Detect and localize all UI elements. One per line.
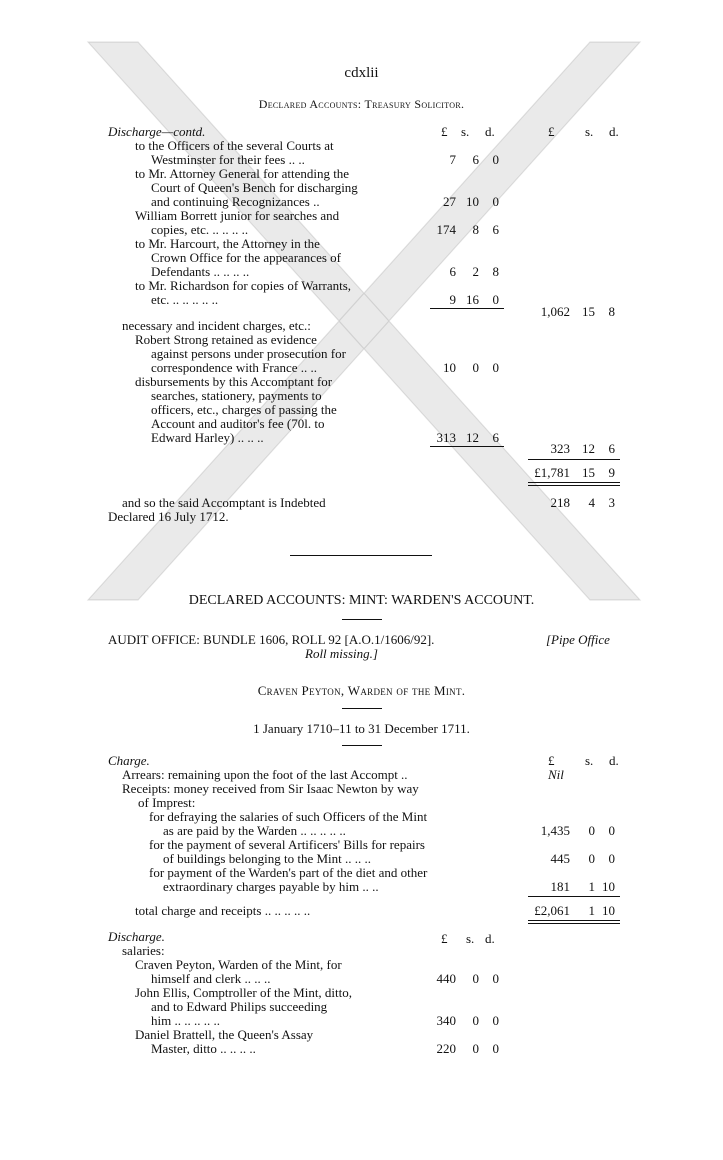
entry-line: to the Officers of the several Courts at	[135, 138, 334, 153]
amount-shillings: 6	[472, 152, 479, 167]
amount-pounds: 10	[443, 360, 456, 375]
entry-line: Arrears: remaining upon the foot of the last Accompt ..	[122, 767, 408, 782]
total-shillings: 1	[588, 903, 595, 918]
grand-total-shillings: 15	[582, 465, 595, 480]
entry-line: Westminster for their fees .. ..	[151, 152, 305, 167]
amount-shillings: 0	[472, 1041, 479, 1056]
total-double-rule	[528, 920, 620, 924]
indebted-pounds: 218	[550, 495, 570, 510]
nil-value: Nil	[548, 767, 564, 782]
short-rule	[342, 745, 382, 746]
entry-line: and to Edward Philips succeeding	[151, 999, 328, 1014]
short-rule	[342, 708, 382, 709]
amount-pounds: 445	[550, 851, 570, 866]
sum-rule	[528, 896, 620, 897]
entry-line: Crown Office for the appearances of	[151, 250, 341, 265]
col-head-pounds: £	[548, 124, 555, 139]
col-head-pence: d.	[485, 124, 495, 139]
col-head-pounds: £	[441, 931, 448, 946]
total-pence: 10	[602, 903, 615, 918]
sum-rule	[430, 308, 504, 309]
amount-pounds: 7	[449, 152, 456, 167]
indebted-line: and so the said Accomptant is Indebted	[122, 495, 326, 510]
declared-date: Declared 16 July 1712.	[108, 509, 229, 524]
entry-line: and continuing Recognizances ..	[151, 194, 320, 209]
amount-shillings: 0	[588, 851, 595, 866]
amount-pounds: 313	[436, 430, 456, 445]
entry-line: disbursements by this Accomptant for	[135, 374, 333, 389]
total-line: total charge and receipts .. .. .. .. ..	[135, 903, 311, 918]
amount-pence: 0	[492, 194, 499, 209]
indebted-shillings: 4	[588, 495, 595, 510]
col-head-pence: d.	[609, 753, 619, 768]
entry-line: Daniel Brattell, the Queen's Assay	[135, 1027, 314, 1042]
entry-line: correspondence with France .. ..	[151, 360, 318, 375]
entry-line: Robert Strong retained as evidence	[135, 332, 317, 347]
entry-line: Master, ditto .. .. .. ..	[151, 1041, 256, 1056]
subtotal-shillings: 15	[582, 304, 595, 319]
entry-line: against persons under prosecution for	[151, 346, 346, 361]
entry-line: extraordinary charges payable by him .. ..	[163, 879, 379, 894]
amount-pence: 6	[492, 222, 499, 237]
subtotal-pounds: 323	[550, 441, 570, 456]
amount-pence: 8	[492, 264, 499, 279]
entry-line: Edward Harley) .. .. ..	[151, 430, 264, 445]
entry-line: Defendants .. .. .. ..	[151, 264, 250, 279]
amount-shillings: 8	[472, 222, 479, 237]
account-period: 1 January 1710–11 to 31 December 1711.	[253, 721, 470, 736]
amount-shillings: 0	[472, 1013, 479, 1028]
col-head-pounds: £	[441, 124, 448, 139]
entry-line: for the payment of several Artificers' Bills for repairs	[149, 837, 425, 852]
amount-pence: 0	[492, 292, 499, 307]
amount-shillings: 12	[466, 430, 479, 445]
pipe-office-note-cont: Roll missing.]	[305, 646, 378, 661]
total-double-rule	[528, 482, 620, 486]
section-divider	[290, 555, 432, 556]
amount-pounds: 27	[443, 194, 456, 209]
salaries-label: salaries:	[122, 943, 165, 958]
page-number: cdxlii	[344, 65, 379, 81]
amount-pounds: 9	[449, 292, 456, 307]
entry-line: to Mr. Attorney General for attending the	[135, 166, 350, 181]
entry-line: to Mr. Harcourt, the Attorney in the	[135, 236, 320, 251]
entry-line: necessary and incident charges, etc.:	[122, 318, 311, 333]
entry-line: Craven Peyton, Warden of the Mint, for	[135, 957, 342, 972]
amount-shillings: 1	[588, 879, 595, 894]
entry-line: of buildings belonging to the Mint .. .. ..	[163, 851, 371, 866]
audit-office-line: AUDIT OFFICE: BUNDLE 1606, ROLL 92 [A.O.1/1606/92].	[108, 632, 435, 647]
entry-line: etc. .. .. .. .. ..	[151, 292, 219, 307]
amount-shillings: 0	[588, 823, 595, 838]
entry-line: himself and clerk .. .. ..	[151, 971, 271, 986]
section-title: DECLARED ACCOUNTS: MINT: WARDEN'S ACCOUNT.	[188, 593, 535, 608]
amount-pounds: 181	[550, 879, 570, 894]
amount-shillings: 10	[466, 194, 479, 209]
subtotal-shillings: 12	[582, 441, 595, 456]
grand-total-pounds: £1,781	[534, 465, 570, 480]
indebted-pence: 3	[608, 495, 615, 510]
col-head-shillings: s.	[585, 753, 594, 768]
entry-line: as are paid by the Warden .. .. .. .. ..	[163, 823, 346, 838]
amount-pence: 0	[492, 1013, 499, 1028]
col-head-pence: d.	[609, 124, 619, 139]
amount-pounds: 6	[449, 264, 456, 279]
discharge-label: Discharge.	[108, 929, 165, 944]
amount-pounds: 220	[436, 1041, 456, 1056]
subtotal-pounds: 1,062	[540, 304, 570, 319]
amount-pence: 0	[492, 360, 499, 375]
amount-shillings: 0	[472, 971, 479, 986]
amount-pence: 0	[608, 851, 615, 866]
amount-pence: 0	[492, 1041, 499, 1056]
entry-line: Receipts: money received from Sir Isaac Newton by way	[122, 781, 419, 796]
pipe-office-note: [Pipe Office	[546, 632, 610, 647]
amount-pence: 6	[492, 430, 499, 445]
col-head-shillings: s.	[461, 124, 470, 139]
warden-name: Craven Peyton, Warden of the Mint.	[257, 683, 466, 698]
amount-pence: 10	[602, 879, 615, 894]
discharge-label: Discharge—contd.	[108, 124, 206, 139]
subtotal-pence: 6	[608, 441, 615, 456]
entry-line: for payment of the Warden's part of the diet and other	[149, 865, 428, 880]
col-head-shillings: s.	[585, 124, 594, 139]
entry-line: officers, etc., charges of passing the	[151, 402, 337, 417]
col-head-pence: d.	[485, 931, 495, 946]
entry-line: to Mr. Richardson for copies of Warrants,	[135, 278, 352, 293]
running-head: Declared Accounts: Treasury Solicitor.	[258, 97, 465, 111]
amount-shillings: 16	[466, 292, 479, 307]
amount-pence: 0	[492, 152, 499, 167]
entry-line: John Ellis, Comptroller of the Mint, ditto,	[135, 985, 353, 1000]
amount-pounds: 1,435	[540, 823, 570, 838]
subtotal-pence: 8	[608, 304, 615, 319]
sum-rule	[430, 446, 504, 447]
entry-line: Court of Queen's Bench for discharging	[151, 180, 358, 195]
total-pounds: £2,061	[534, 903, 570, 918]
sum-rule	[528, 459, 620, 460]
entry-line: searches, stationery, payments to	[151, 388, 322, 403]
col-head-pounds: £	[548, 753, 555, 768]
amount-pence: 0	[608, 823, 615, 838]
short-rule	[342, 619, 382, 620]
col-head-shillings: s.	[466, 931, 475, 946]
entry-line: him .. .. .. .. ..	[151, 1013, 220, 1028]
entry-line: of Imprest:	[138, 795, 196, 810]
entry-line: Account and auditor's fee (70l. to	[151, 416, 325, 431]
amount-shillings: 0	[472, 360, 479, 375]
charge-label: Charge.	[108, 753, 150, 768]
amount-pence: 0	[492, 971, 499, 986]
entry-line: William Borrett junior for searches and	[135, 208, 340, 223]
amount-pounds: 174	[436, 222, 456, 237]
amount-shillings: 2	[472, 264, 479, 279]
entry-line: copies, etc. .. .. .. ..	[151, 222, 249, 237]
grand-total-pence: 9	[608, 465, 615, 480]
amount-pounds: 340	[436, 1013, 456, 1028]
entry-line: for defraying the salaries of such Officers of the Mint	[149, 809, 428, 824]
amount-pounds: 440	[436, 971, 456, 986]
